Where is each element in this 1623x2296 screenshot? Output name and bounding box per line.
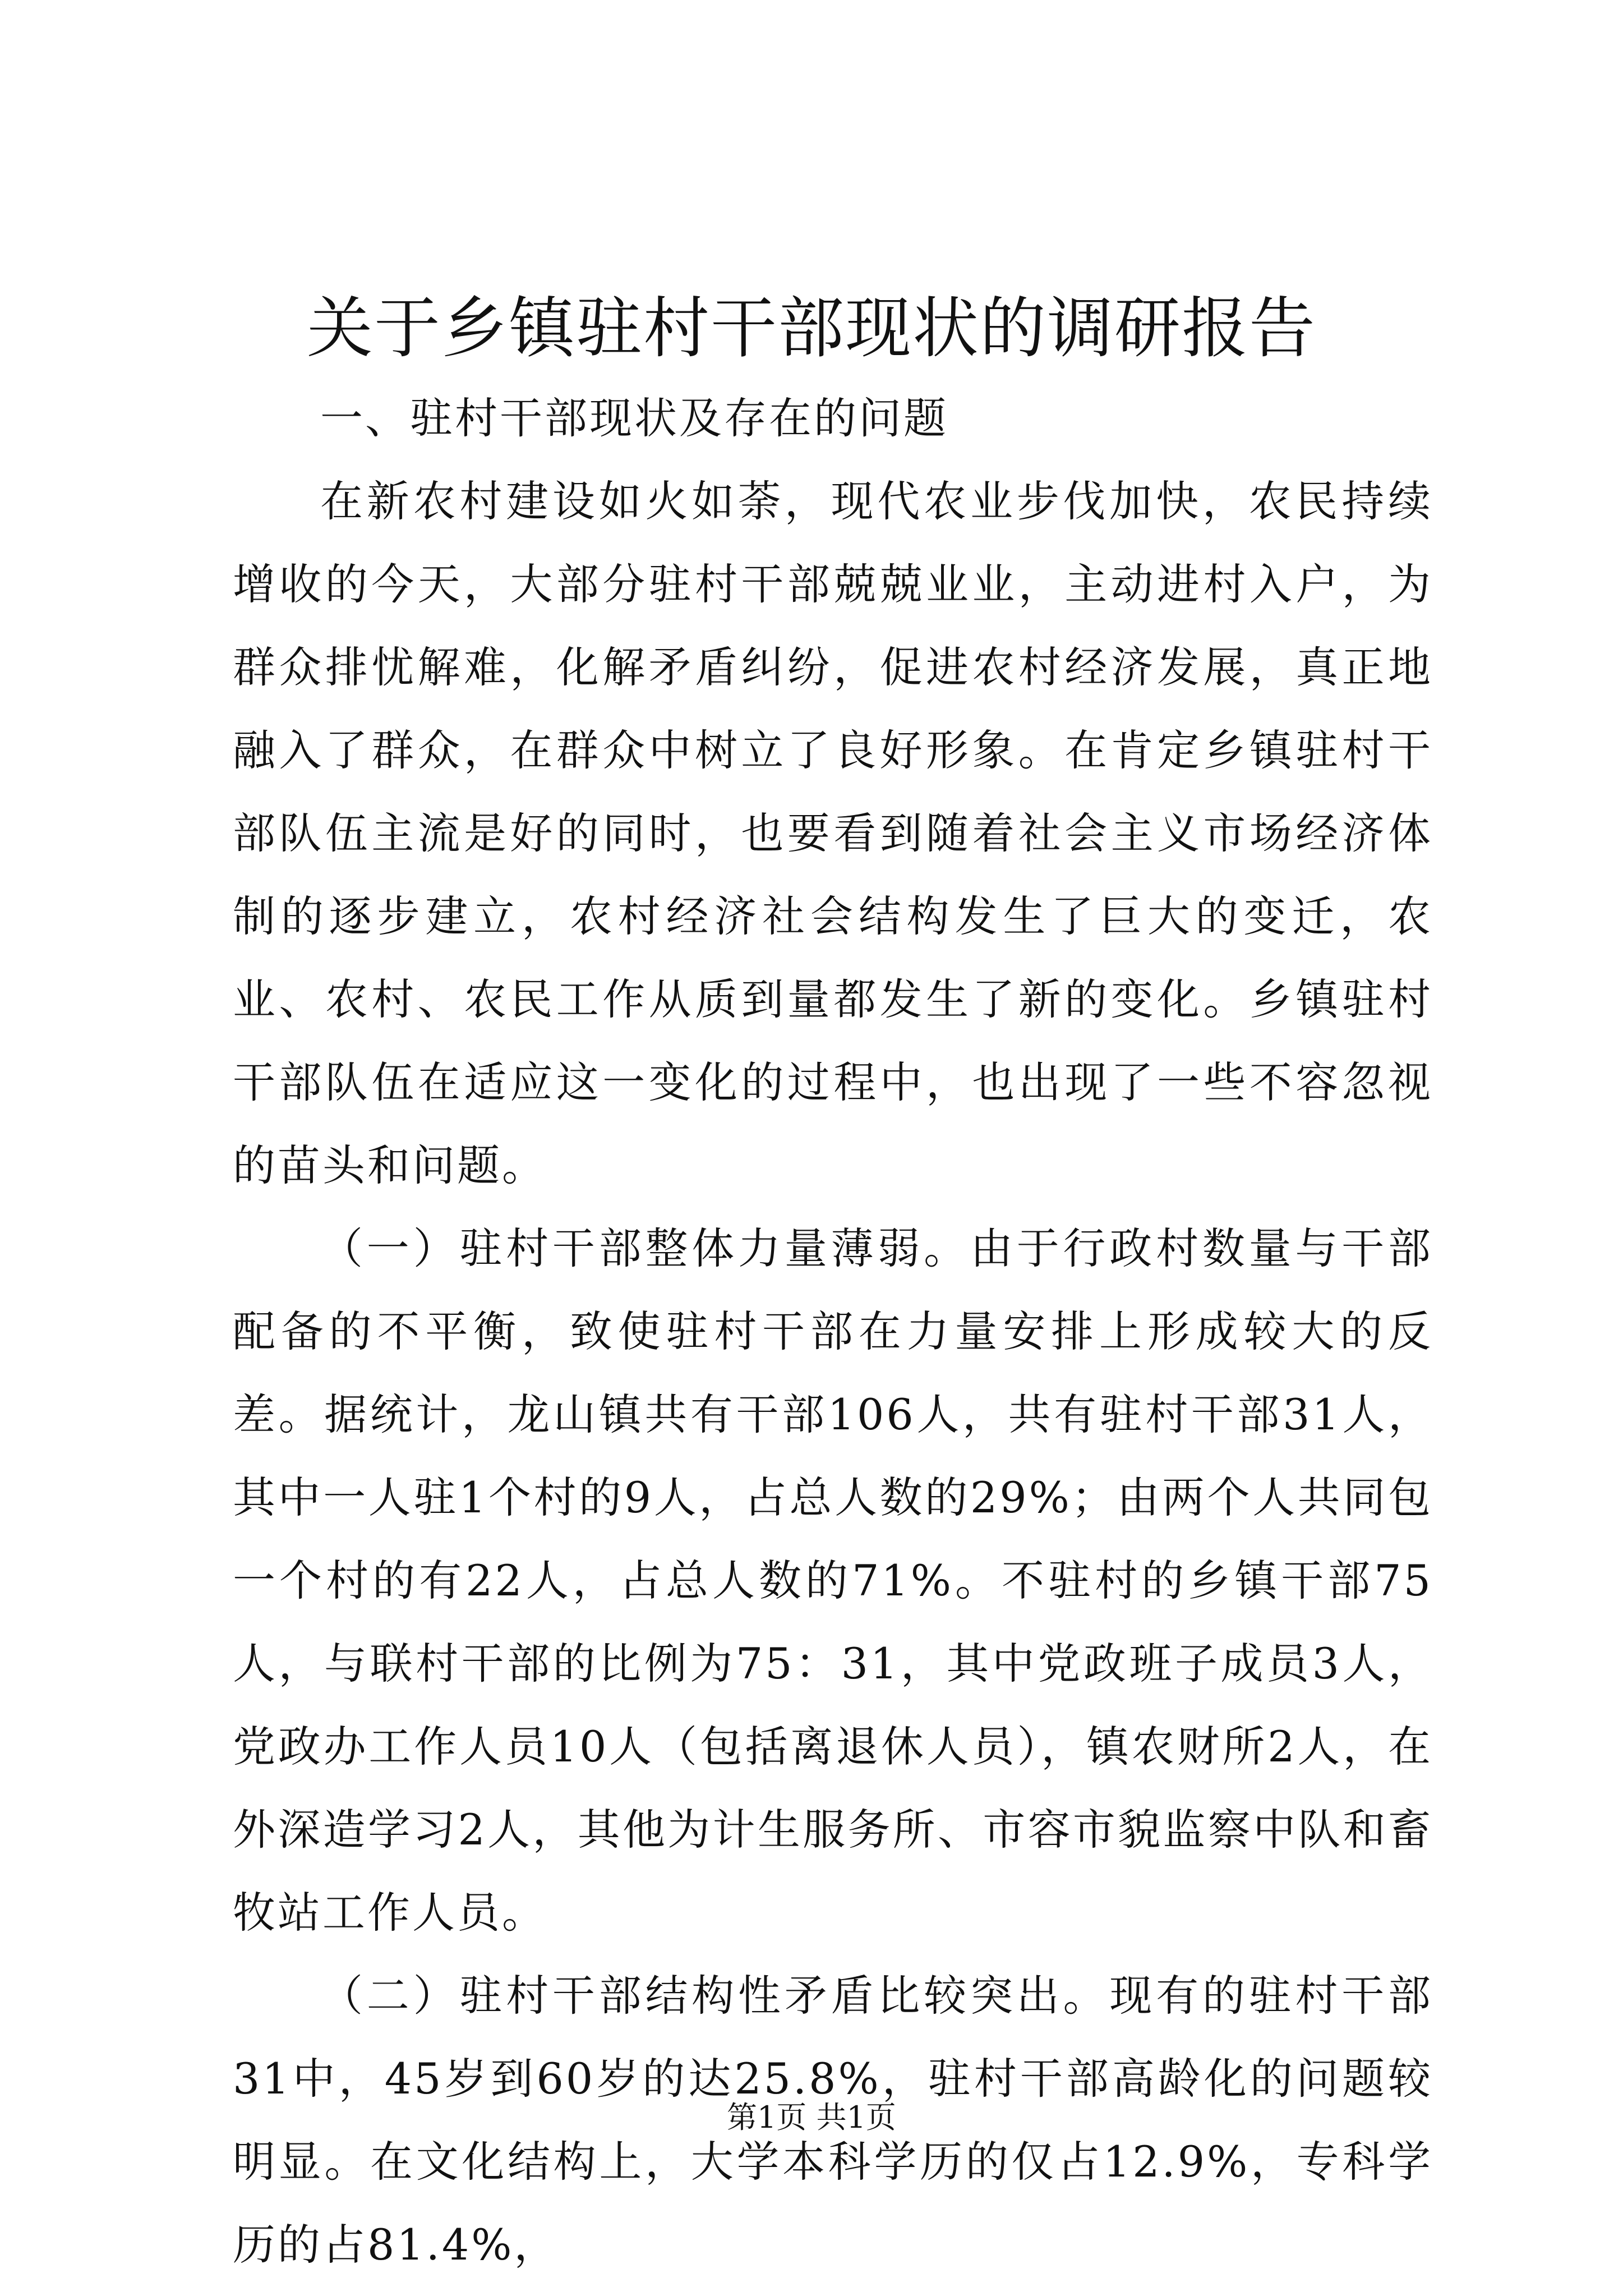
- paragraph-intro: 在新农村建设如火如荼，现代农业步伐加快，农民持续增收的今天，大部分驻村干部兢兢业业，主动进村入户，为群众排忧解难，化解矛盾纠纷，促进农村经济发展，真正地融入了群众，在群众中树立了良好形象。在肯定乡镇驻村干部队伍主流是好的同时，也要看到随着社会主义市场经济体制的逐步建立，农村经济社会结构发生了巨大的变迁，农业、农村、农民工作从质到量都发生了新的变化。乡镇驻村干部队伍在适应这一变化的过程中，也出现了一些不容忽视的苗头和问题。: [233, 476, 1433, 1190]
- paragraph-part-one: （一）驻村干部整体力量薄弱。由于行政村数量与干部配备的不平衡，致使驻村干部在力量安排上形成较大的反差。据统计，龙山镇共有干部106人，共有驻村干部31人，其中一人驻1个村的9人，占总人数的29%；由两个人共同包一个村的有22人，占总人数的71%。不驻村的乡镇干部75人，与联村干部的比例为75：31，其中党政班子成员3人，党政办工作人员10人（包括离退休人员），镇农财所2人，在外深造学习2人，其他为计生服务所、市容市貌监察中队和畜牧站工作人员。: [233, 1223, 1433, 1938]
- page-footer: 第1页 共1页: [727, 2100, 896, 2135]
- section-heading: 一、驻村干部现状及存在的问题: [320, 393, 948, 443]
- paragraph-part-two: （二）驻村干部结构性矛盾比较突出。现有的驻村干部31中，45岁到60岁的达25.8%，驻村干部高龄化的问题较明显。在文化结构上，大学本科学历的仅占12.9%，专科学历的占81.4%，: [233, 1971, 1433, 2270]
- document-body: [233, 377, 1433, 2286]
- document-title: 关于乡镇驻村干部现状的调研报告: [306, 289, 1316, 367]
